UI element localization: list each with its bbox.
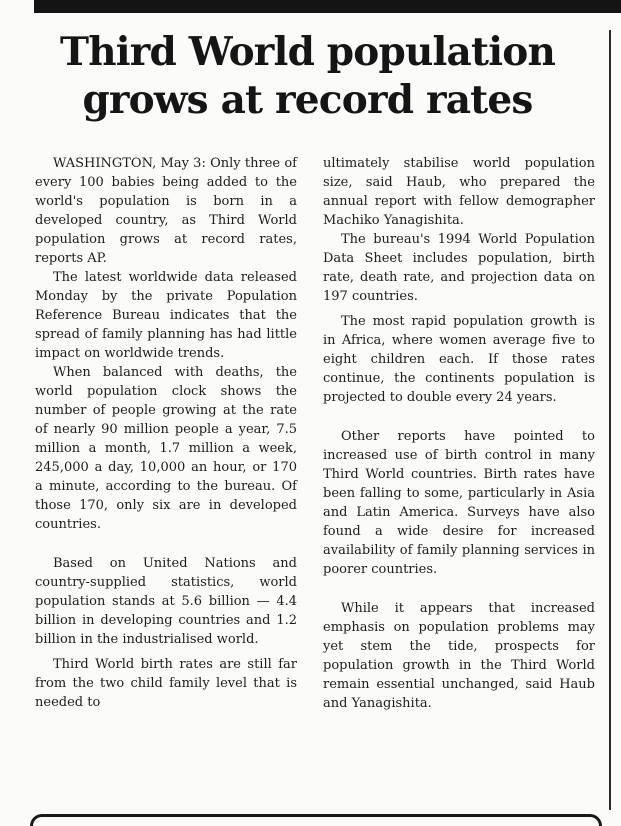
paragraph-conclusion: While it appears that increased emphasis on population problems may yet stem the tide, prospects for population growth in the Third World remain essential unchanged, said Haub and Yanagishita. — [323, 601, 595, 711]
paragraph-latest-data: The latest worldwide data released Monday by the private Population Reference Bureau indicates that the spread of family planning has had little impact on worldwide trends. — [35, 270, 297, 361]
right-column — [323, 154, 595, 713]
right-column-rule — [609, 30, 611, 810]
top-rule — [34, 0, 621, 13]
paragraph-africa-growth: The most rapid population growth is in Africa, where women average five to eight children each. If those rates continue, the continents population is projected to double every 24 years. — [323, 314, 595, 405]
paragraph-dateline: WASHINGTON, May 3: Only three of every 100 babies being added to the world's population is born in a developed country, as Third World population grows at record rates, reports AP. — [35, 156, 297, 266]
paragraph-un-statistics: Based on United Nations and country-supplied statistics, world population stands at 5.6 billion — 4.4 billion in developing countries and 1.2 billion in the industrialised world. — [35, 556, 297, 647]
paragraph-data-sheet: The bureau's 1994 World Population Data Sheet includes population, birth rate, death rate, and projection data on 197 countries. — [323, 232, 595, 304]
headline-line-2: grows at record rates — [82, 77, 533, 123]
headline-line-1: Third World population — [59, 29, 556, 75]
bottom-rule — [30, 814, 602, 826]
paragraph-birth-rates: Third World birth rates are still far from the two child family level that is needed to — [35, 657, 297, 710]
paragraph-population-clock: When balanced with deaths, the world population clock shows the number of people growing at the rate of nearly 90 million people a year, 7.5 million a month, 1.7 million a week, 245,000 a day, 10,000 an hour, or 170 a minute, according to the bureau. Of those 170, only six are in developed countries. — [35, 365, 297, 532]
headline — [10, 28, 605, 124]
paragraph-birth-control: Other reports have pointed to increased use of birth control in many Third World countries. Birth rates have been falling to some, particularly in Asia and Latin America. Surveys have also found a wide desire for increased availability of family planning services in poorer countries. — [323, 429, 595, 577]
paragraph-continuation: ultimately stabilise world population size, said Haub, who prepared the annual report with fellow demographer Machiko Yanagishita. — [323, 156, 595, 228]
left-column — [35, 154, 297, 712]
